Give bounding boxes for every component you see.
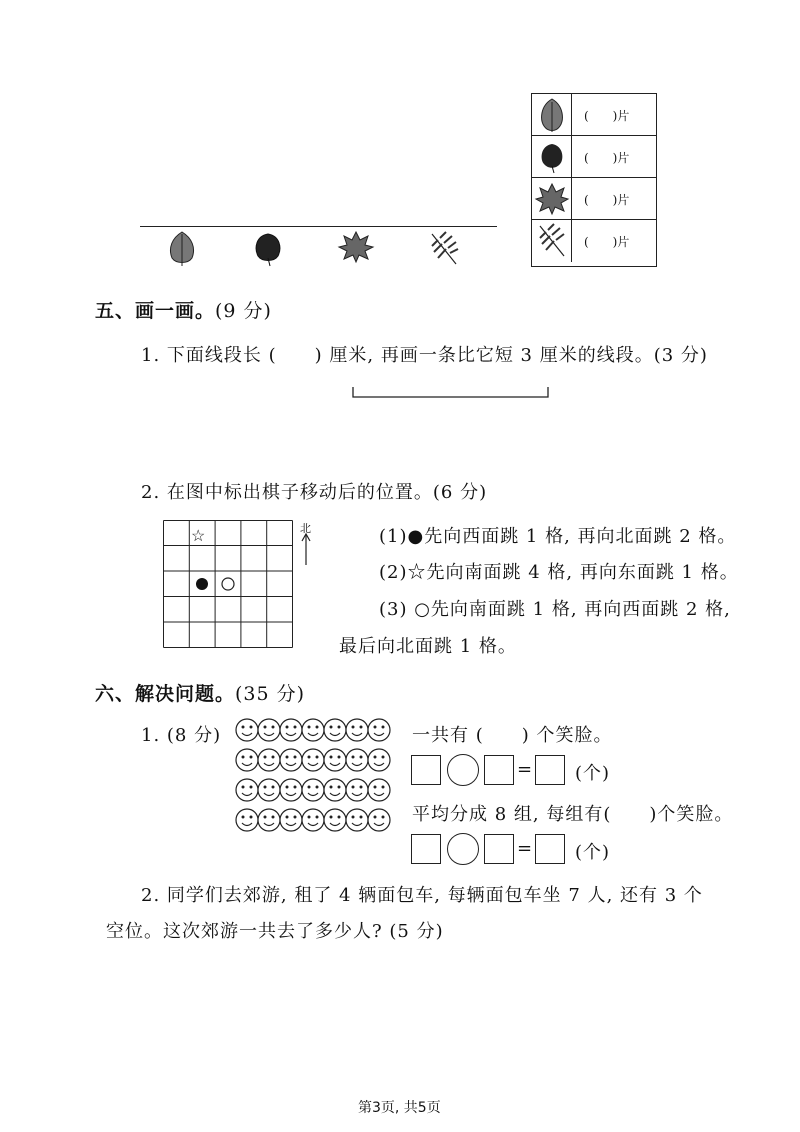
equation-row-2 (411, 833, 651, 867)
question-6-2-line-1: 2. 同学们去郊游, 租了 4 辆面包车, 每辆面包车坐 7 人, 还有 3 个 (141, 885, 703, 906)
unit-label: (个) (575, 763, 611, 784)
section-5-heading (95, 296, 272, 323)
equation-result-box[interactable] (535, 834, 565, 864)
leaf-count-blank[interactable]: ( )片 (584, 235, 630, 249)
leaf-table-row (532, 136, 656, 178)
leaf-table-row (532, 220, 656, 262)
leaf-light-icon (170, 232, 193, 266)
equals-sign: = (517, 838, 534, 859)
question-6-2-line-2: 空位。这次郊游一共去了多少人? (5 分) (106, 921, 444, 942)
section-5-score: (9 分) (215, 300, 272, 322)
fern-leaf-icon (532, 220, 572, 262)
maple-leaf-icon (339, 232, 373, 262)
star-piece-icon: ☆ (191, 526, 206, 545)
question-5-1: 1. 下面线段长 ( ) 厘米, 再画一条比它短 3 厘米的线段。(3 分) (141, 345, 708, 366)
move-instruction-3-cont: 最后向北面跳 1 格。 (339, 636, 517, 657)
maple-leaf-icon (532, 178, 572, 220)
smiley-faces-grid (234, 716, 394, 838)
fern-leaf-icon (432, 232, 458, 264)
operator-circle[interactable] (447, 754, 479, 786)
leaf-count-blank[interactable]: ( )片 (584, 151, 630, 165)
unit-label: (个) (575, 842, 611, 863)
leaf-table-icon-cell (532, 136, 572, 177)
average-groups-question: 平均分成 8 组, 每组有( )个笑脸。 (412, 804, 734, 825)
question-6-1-label: 1. (8 分) (141, 725, 222, 746)
leaf-count-table (531, 93, 657, 267)
equation-box[interactable] (411, 755, 441, 785)
equation-box[interactable] (484, 755, 514, 785)
north-arrow-icon (300, 532, 312, 566)
equation-result-box[interactable] (535, 755, 565, 785)
total-faces-question: 一共有 ( ) 个笑脸。 (412, 725, 613, 746)
leaf-baseline (140, 226, 497, 227)
leaf-table-icon-cell (532, 94, 572, 135)
equation-row-1 (411, 754, 651, 788)
move-instruction-3: (3) ○先向南面跳 1 格, 再向西面跳 2 格, (379, 599, 731, 620)
move-instruction-2: (2)☆先向南面跳 4 格, 再向东面跳 1 格。 (379, 562, 739, 583)
leaf-table-row (532, 94, 656, 136)
equation-box[interactable] (411, 834, 441, 864)
section-6-title: 六、解决问题。 (95, 683, 236, 705)
equation-box[interactable] (484, 834, 514, 864)
smiley-face-icon (236, 719, 390, 831)
black-piece-icon (196, 578, 208, 590)
question-5-2: 2. 在图中标出棋子移动后的位置。(6 分) (141, 482, 488, 503)
leaf-table-row (532, 178, 656, 220)
section-6-score: (35 分) (235, 683, 306, 705)
page-footer: 第3页, 共5页 (358, 1100, 441, 1116)
line-segment-figure (350, 385, 552, 401)
leaf-dark-icon (532, 136, 572, 178)
leaf-count-blank[interactable]: ( )片 (584, 109, 630, 123)
chess-grid-board[interactable] (163, 520, 293, 648)
section-5-title: 五、画一画。 (95, 300, 216, 322)
equals-sign: = (517, 759, 534, 780)
section-6-heading (95, 679, 305, 706)
leaf-light-icon (532, 94, 572, 136)
leaf-table-icon-cell (532, 178, 572, 219)
move-instruction-1: (1)●先向西面跳 1 格, 再向北面跳 2 格。 (379, 526, 737, 547)
operator-circle[interactable] (447, 833, 479, 865)
leaf-count-blank[interactable]: ( )片 (584, 193, 630, 207)
leaf-dark-icon (256, 234, 280, 266)
north-label: 北 (300, 522, 311, 535)
white-piece-icon (222, 578, 234, 590)
leaf-table-icon-cell (532, 220, 572, 262)
leaf-row-illustration (160, 228, 480, 268)
